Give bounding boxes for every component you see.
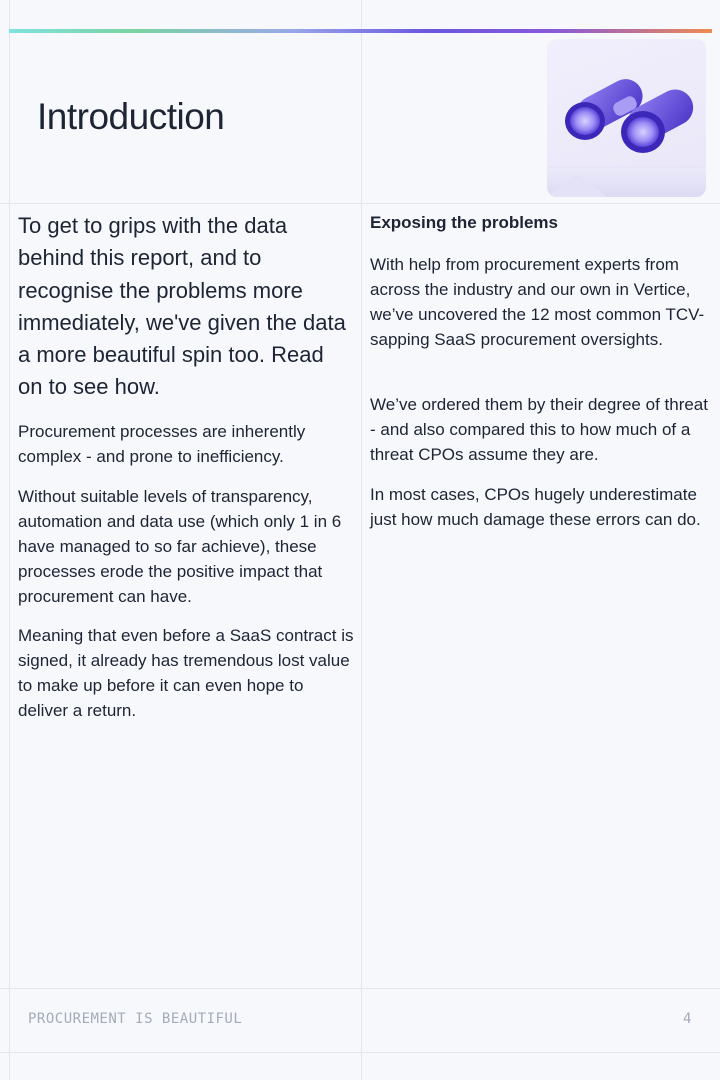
body-paragraph-1: Procurement processes are inherently complex - and prone to inefficiency. xyxy=(18,422,306,466)
right-paragraph-2: We’ve ordered them by their degree of threat - and also compared this to how much of a threat CPOs assume they are. xyxy=(370,395,708,464)
hero-illustration-card xyxy=(547,39,706,197)
right-paragraph-1: With help from procurement experts from across the industry and our own in Vertice, we’ve uncovered the 12 most common TCV-sapping SaaS procurement oversights. xyxy=(370,255,705,349)
grid-line-footer-bottom xyxy=(0,1052,720,1053)
body-paragraph-2: Without suitable levels of transparency, automation and data use (which only 1 in 6 have managed to so far achieve), these processes erode the positive impact that procurement can have. xyxy=(18,487,342,606)
lead-paragraph: To get to grips with the data behind this report, and to recognise the problems more immediately, we've given the data a more beautiful spin too. Read on to see how. xyxy=(18,213,346,400)
section-heading-exposing-problems: Exposing the problems xyxy=(370,213,558,232)
page-number: 4 xyxy=(683,1011,692,1027)
right-paragraph-3: In most cases, CPOs hugely underestimate just how much damage these errors can do. xyxy=(370,485,701,529)
grid-line-header xyxy=(0,203,720,204)
grid-line-left xyxy=(9,0,10,1080)
grid-line-footer-top xyxy=(0,988,720,989)
footer-label: PROCUREMENT IS BEAUTIFUL xyxy=(28,1011,243,1027)
page-title: Introduction xyxy=(37,96,225,137)
binoculars-icon xyxy=(547,39,706,197)
body-paragraph-3: Meaning that even before a SaaS contract is signed, it already has tremendous lost value to make up before it can even hope to deliver a return. xyxy=(18,626,354,720)
grid-line-center xyxy=(361,0,362,1080)
gradient-top-bar xyxy=(9,29,712,33)
